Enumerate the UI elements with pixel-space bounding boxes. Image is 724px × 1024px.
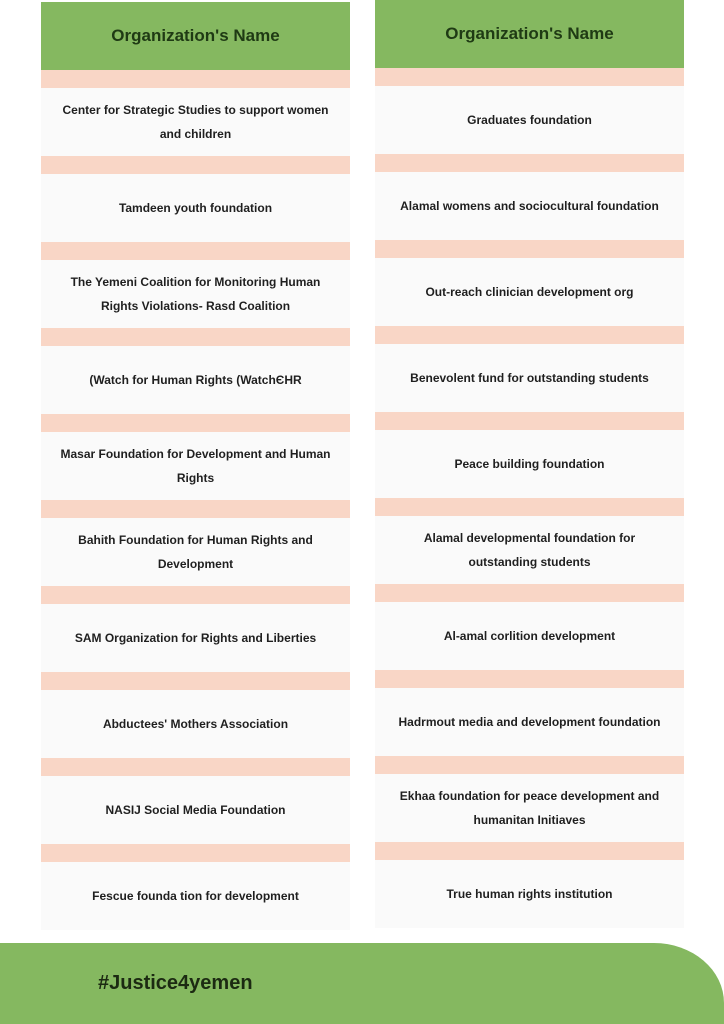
right-column-header: Organization's Name — [375, 0, 684, 68]
row-separator — [375, 412, 684, 430]
left-column-header: Organization's Name — [41, 2, 350, 70]
left-org-5: Masar Foundation for Development and Human Rights — [41, 432, 350, 500]
left-org-8: Abductees' Mothers Association — [41, 690, 350, 758]
left-org-6: Bahith Foundation for Human Rights and Development — [41, 518, 350, 586]
row-separator — [41, 672, 350, 690]
row-separator — [375, 584, 684, 602]
left-org-1: Center for Strategic Studies to support women and children — [41, 88, 350, 156]
row-separator — [375, 842, 684, 860]
row-separator — [375, 670, 684, 688]
row-separator — [41, 844, 350, 862]
row-separator — [41, 70, 350, 88]
left-org-10: Fescue founda tion for development — [41, 862, 350, 930]
right-column — [375, 0, 684, 928]
row-separator — [41, 328, 350, 346]
right-org-6: Alamal developmental foundation for outstanding students — [375, 516, 684, 584]
right-org-4: Benevolent fund for outstanding students — [375, 344, 684, 412]
footer-hashtag: #Justice4yemen — [98, 972, 253, 994]
left-org-4: (Watch for Human Rights (WatchЄHR — [41, 346, 350, 414]
row-separator — [375, 326, 684, 344]
row-separator — [41, 156, 350, 174]
left-org-3: The Yemeni Coalition for Monitoring Human Rights Violations- Rasd Coalition — [41, 260, 350, 328]
row-separator — [375, 240, 684, 258]
left-org-9: NASIJ Social Media Foundation — [41, 776, 350, 844]
left-org-2: Tamdeen youth foundation — [41, 174, 350, 242]
right-org-5: Peace building foundation — [375, 430, 684, 498]
row-separator — [41, 414, 350, 432]
row-separator — [375, 756, 684, 774]
right-org-7: Al-amal corlition development — [375, 602, 684, 670]
right-org-3: Out-reach clinician development org — [375, 258, 684, 326]
right-org-8: Hadrmout media and development foundation — [375, 688, 684, 756]
row-separator — [41, 586, 350, 604]
row-separator — [375, 68, 684, 86]
row-separator — [41, 242, 350, 260]
row-separator — [375, 498, 684, 516]
right-org-10: True human rights institution — [375, 860, 684, 928]
row-separator — [375, 154, 684, 172]
right-org-9: Ekhaa foundation for peace development and humanitan Initiaves — [375, 774, 684, 842]
left-column — [41, 0, 350, 930]
right-org-2: Alamal womens and sociocultural foundation — [375, 172, 684, 240]
right-org-1: Graduates foundation — [375, 86, 684, 154]
row-separator — [41, 758, 350, 776]
row-separator — [41, 500, 350, 518]
left-org-7: SAM Organization for Rights and Liberties — [41, 604, 350, 672]
